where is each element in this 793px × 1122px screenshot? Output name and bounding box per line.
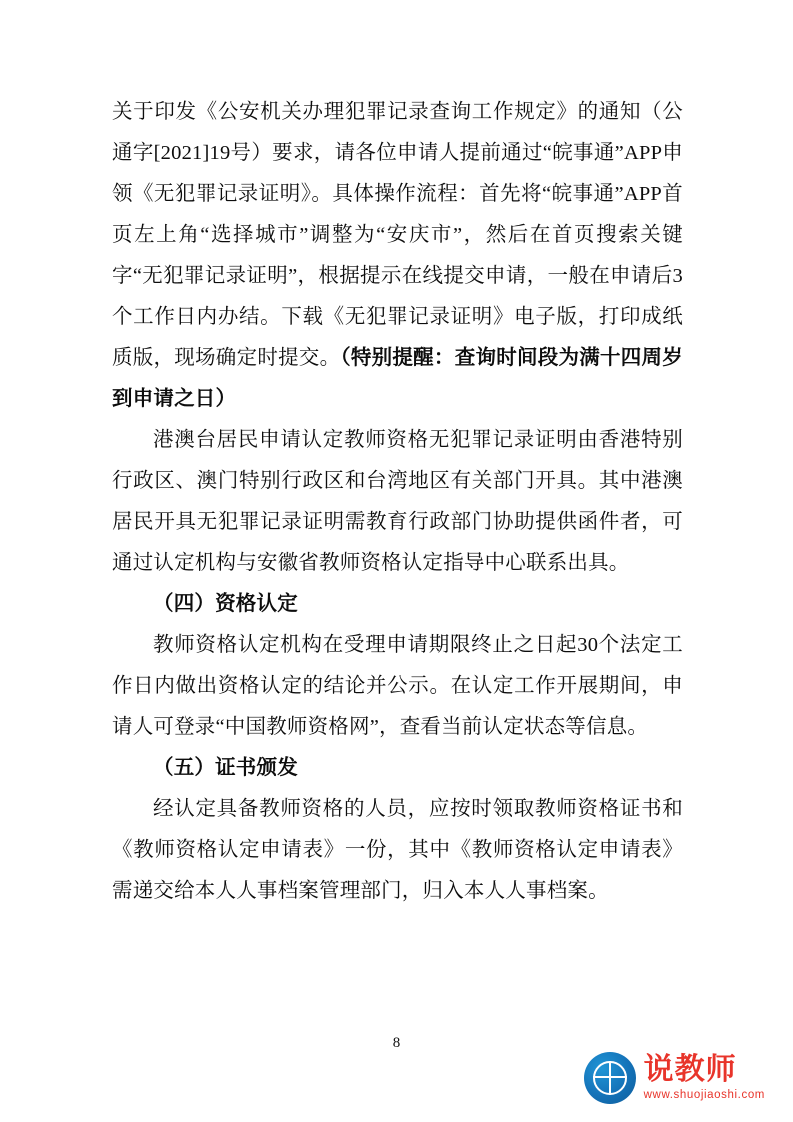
paragraph-qualification-recognition: 教师资格认定机构在受理申请期限终止之日起30个法定工作日内做出资格认定的结论并公示。在认定工作开展期间，申请人可登录“中国教师资格网”，查看当前认定状态等信息。 [112,634,683,738]
document-body [112,92,683,912]
globe-icon [584,1052,636,1104]
watermark [584,1052,765,1104]
paragraph-notice [112,92,683,420]
paragraph-hmt-residents: 港澳台居民申请认定教师资格无犯罪记录证明由香港特别行政区、澳门特别行政区和台湾地区有关部门开具。其中港澳居民开具无犯罪记录证明需教育行政部门协助提供函件者，可通过认定机构与安徽省教师资格认定指导中心联系出具。 [112,429,683,574]
paragraph-notice-text: 关于印发《公安机关办理犯罪记录查询工作规定》的通知（公通字[2021]19号）要求，请各位申请人提前通过“皖事通”APP申领《无犯罪记录证明》。具体操作流程：首先将“皖事通”APP首页左上角“选择城市”调整为“安庆市”，然后在首页搜索关键字“无犯罪记录证明”，根据提示在线提交申请，一般在申请后3个工作日内办结。下载《无犯罪记录证明》电子版，打印成纸质版，现场确定时提交。 [112,101,683,369]
section-heading-qualification-recognition: （四）资格认定 [153,593,298,615]
page-number: 8 [392,1035,401,1051]
section-heading-certificate-issuance: （五）证书颁发 [153,757,298,779]
paragraph-certificate-issuance: 经认定具备教师资格的人员，应按时领取教师资格证书和《教师资格认定申请表》一份，其中《教师资格认定申请表》需递交给本人人事档案管理部门，归入本人人事档案。 [112,798,683,902]
paragraph-notice-bold-note: （特别提醒：查询时间段为满十四周岁到申请之日） [112,347,683,410]
watermark-url: www.shuojiaoshi.com [643,1088,765,1101]
globe-meridian [609,1061,611,1095]
watermark-title: 说教师 [643,1052,737,1086]
watermark-text [643,1052,765,1102]
